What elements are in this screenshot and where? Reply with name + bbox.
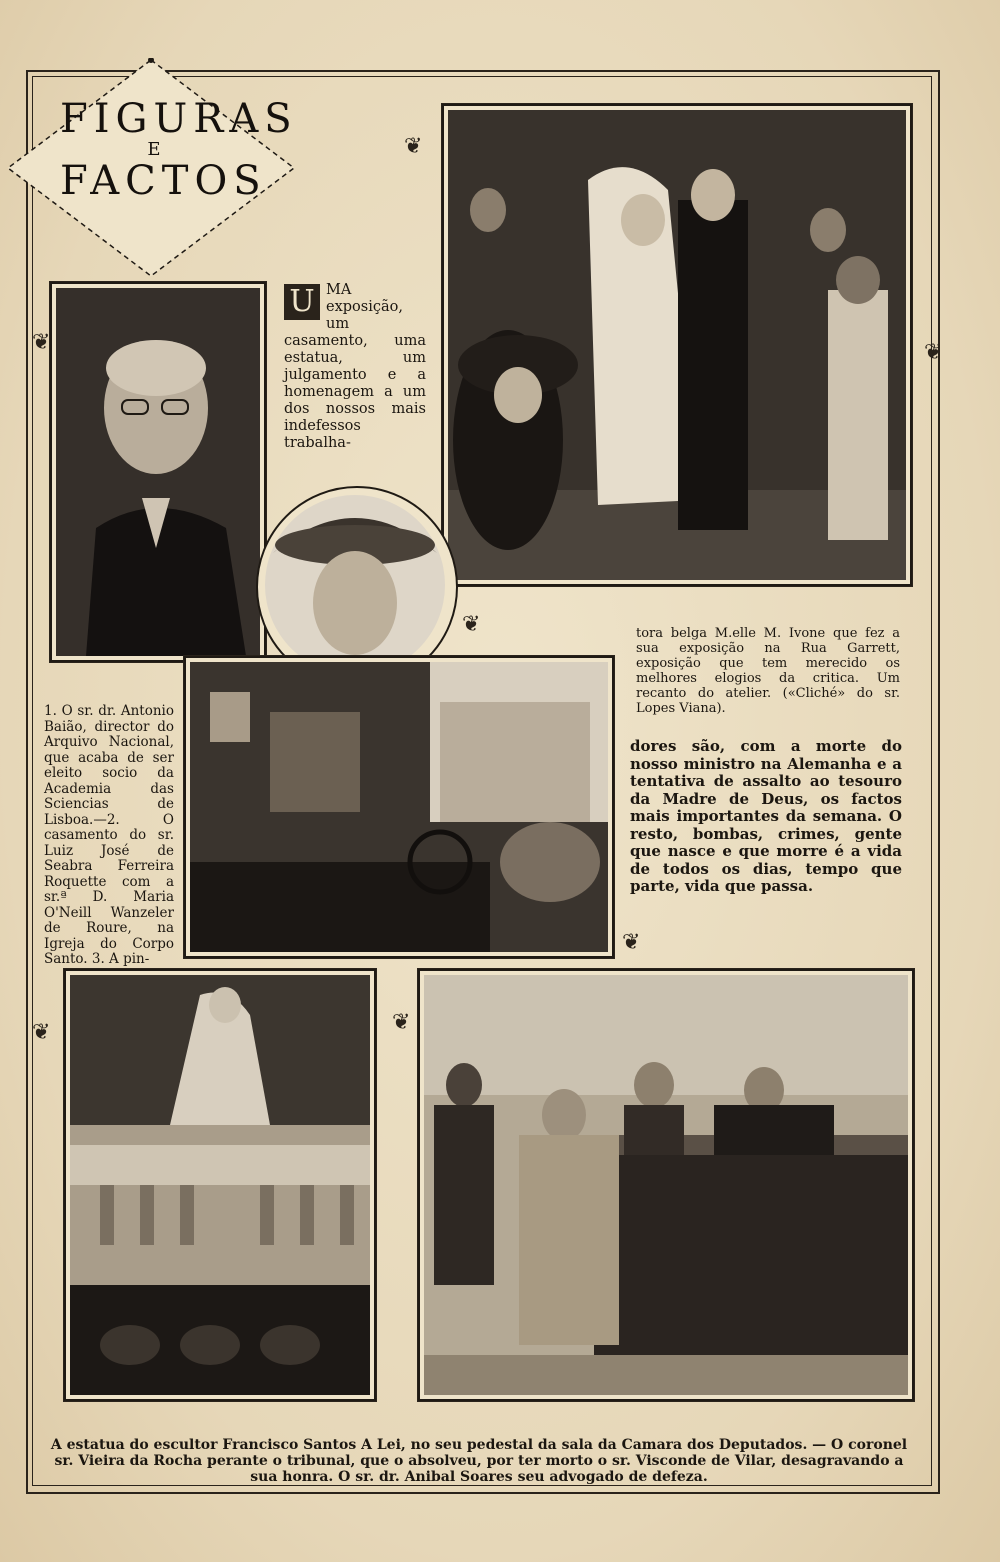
portrait-illustration [56,288,260,656]
photo-wedding-procession [448,110,906,580]
photo-tribunal-vieira-da-rocha [424,975,908,1395]
photo-portrait-antonio-baiao [56,288,260,656]
continuation-text: dores são, com a morte do nosso ministro na Alemanha e a tentativa de assalto ao tesouro da Madre de Deus, os factos mais importantes da semana. O resto, bombas, crimes, gente que nasce e que morre é a vida de todos os dias, tempo que parte, vida que passa. [630,737,902,895]
atelier-illustration [190,662,608,952]
floral-ornament-right-top: ❦ [404,134,423,159]
tribunal-illustration [424,975,908,1395]
floral-ornament-center: ❦ [462,612,481,637]
intro-paragraph [284,282,426,452]
caption-right-text: tora belga M.elle M. Ivone que fez a sua exposição na Rua Garrett, exposição que tem merecido os melhores elogios da critica. Um recanto do atelier. («Cliché» do sr. Lopes Viana). [636,626,900,716]
floral-ornament-bottom-mid: ❦ [392,1010,411,1035]
continuation-paragraph [630,738,902,896]
floral-ornament-bottom-left: ❦ [32,1020,51,1045]
title-e: E [147,139,163,160]
photo-portrait-painter-circle [256,486,458,688]
floral-ornament-right-mid: ❦ [924,340,943,365]
caption-left-column [44,704,174,968]
caption-bottom [44,1437,914,1485]
caption-left-text: 1. O sr. dr. Antonio Baião, director do Arquivo Nacional, que acaba de ser eleito socio da Academia das Sciencias de Lisboa.—2. O casamento do sr. Luiz José de Seabra Ferreira Roquette com a sr.ª D. Maria O'Neill Wanzeler de Roure, na Igreja do Corpo Santo. 3. A pin- [44,703,174,967]
statue-illustration [70,975,370,1395]
photo-studio-atelier [190,662,608,952]
page-title [60,96,298,204]
wedding-illustration [448,110,906,580]
floral-ornament-left: ❦ [32,330,51,355]
drop-cap-letter: U [284,284,320,320]
photo-statue-a-lei [70,975,370,1395]
title-figuras: FIGURAS [60,96,298,142]
title-factos: FACTOS [60,158,267,204]
circle-portrait-illustration [263,493,447,677]
floral-ornament-lower-right: ❦ [622,930,641,955]
caption-bottom-text: A estatua do escultor Francisco Santos A Lei, no seu pedestal da sala da Camara dos Deputados. — O coronel sr. Vieira da Rocha perante o tribunal, que o absolveu, por ter morto o sr. Visconde de Vilar, desagravando a sua honra. O sr. dr. Anibal Soares seu advogado de defeza. [50,1437,908,1485]
caption-right-column [636,626,900,716]
intro-text: MA exposição, um casamento, uma estatua, um julgamento e a homenagem a um dos nossos mais indefessos trabalha- [284,282,426,451]
